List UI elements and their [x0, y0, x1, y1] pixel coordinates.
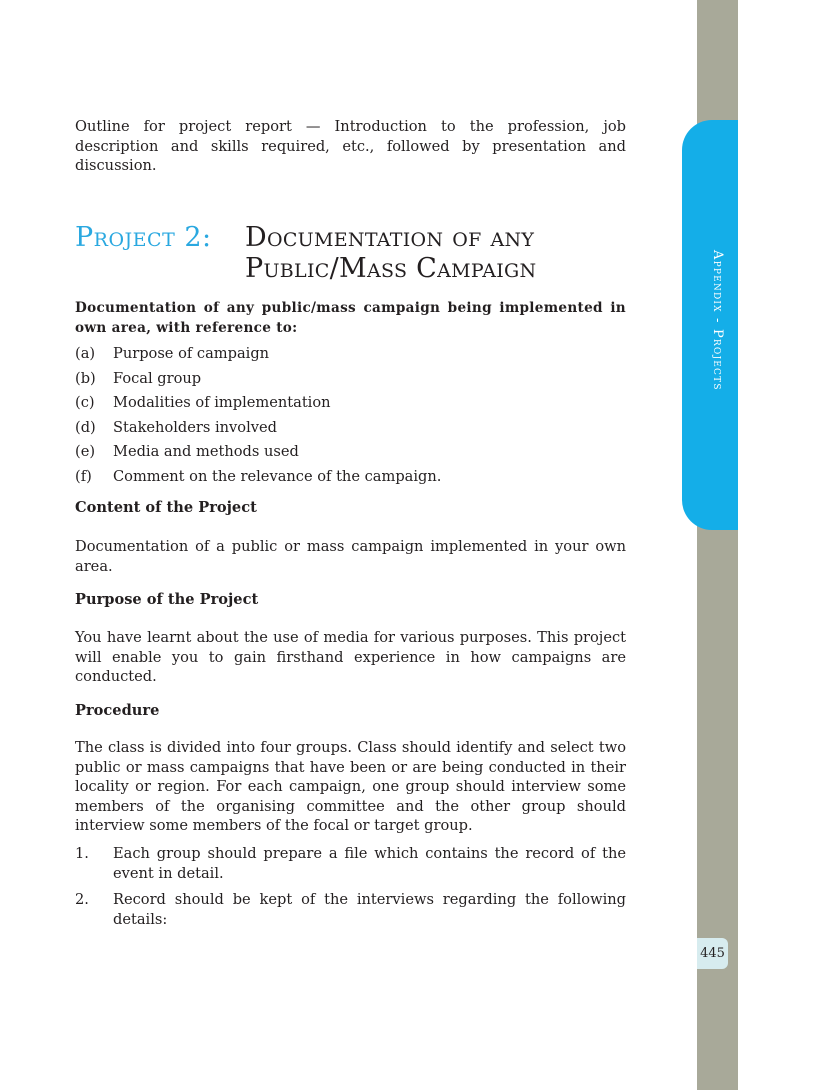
list-item: [75, 416, 626, 441]
list-item: [75, 440, 626, 465]
item-text: Purpose of campaign: [113, 345, 270, 362]
item-label: (c): [75, 394, 95, 411]
item-label: (a): [75, 345, 96, 362]
page-number-box: [697, 938, 728, 969]
appendix-tab-label: Appendix - Projects: [710, 250, 725, 391]
intro-paragraph: Documentation of any public/mass campaign being implemented in own area, with reference to:: [75, 300, 626, 336]
reference-list: [75, 342, 626, 489]
content-paragraph: Documentation of a public or mass campaign implemented in your own area.: [75, 538, 626, 575]
list-item: [75, 342, 626, 367]
step-number: 2.: [75, 891, 89, 909]
procedure-paragraph: The class is divided into four groups. Class should identify and select two public or mass campaigns that have been or are being conducted in their locality or region. For each campaign, one group should interview some members of the organising committee and the other group should interview some members of the focal or target group.: [75, 739, 626, 835]
list-item: [75, 391, 626, 416]
page-number: 445: [700, 946, 725, 961]
list-item: [75, 367, 626, 392]
list-item: [75, 890, 626, 929]
content-heading: Content of the Project: [75, 499, 257, 516]
step-number: 1.: [75, 845, 89, 862]
item-text: Comment on the relevance of the campaign.: [113, 467, 442, 485]
step-text: Each group should prepare a file which contains the record of the event in detail.: [113, 845, 626, 882]
list-item: [75, 844, 626, 883]
item-label: (d): [75, 418, 96, 436]
item-text: Media and methods used: [113, 443, 299, 460]
item-label: (f): [75, 467, 92, 485]
outline-paragraph: Outline for project report — Introduction to the profession, job description and skills required, etc., followed by presentation and discussion.: [75, 118, 626, 175]
list-item: [75, 465, 626, 490]
item-label: (e): [75, 443, 96, 460]
project-heading: Documentation of any Public/Mass Campaign: [245, 222, 537, 284]
purpose-heading: Purpose of the Project: [75, 591, 259, 608]
item-text: Modalities of implementation: [113, 394, 331, 411]
procedure-heading: Procedure: [75, 702, 160, 719]
purpose-paragraph: You have learnt about the use of media for various purposes. This project will enable you to gain firsthand experience in how campaigns are conducted.: [75, 629, 626, 686]
procedure-steps: [75, 844, 626, 936]
item-label: (b): [75, 369, 96, 387]
item-text: Stakeholders involved: [113, 418, 277, 436]
project-label: Project 2:: [75, 222, 212, 253]
item-text: Focal group: [113, 369, 202, 387]
step-text: Record should be kept of the interviews regarding the following details:: [113, 891, 626, 928]
